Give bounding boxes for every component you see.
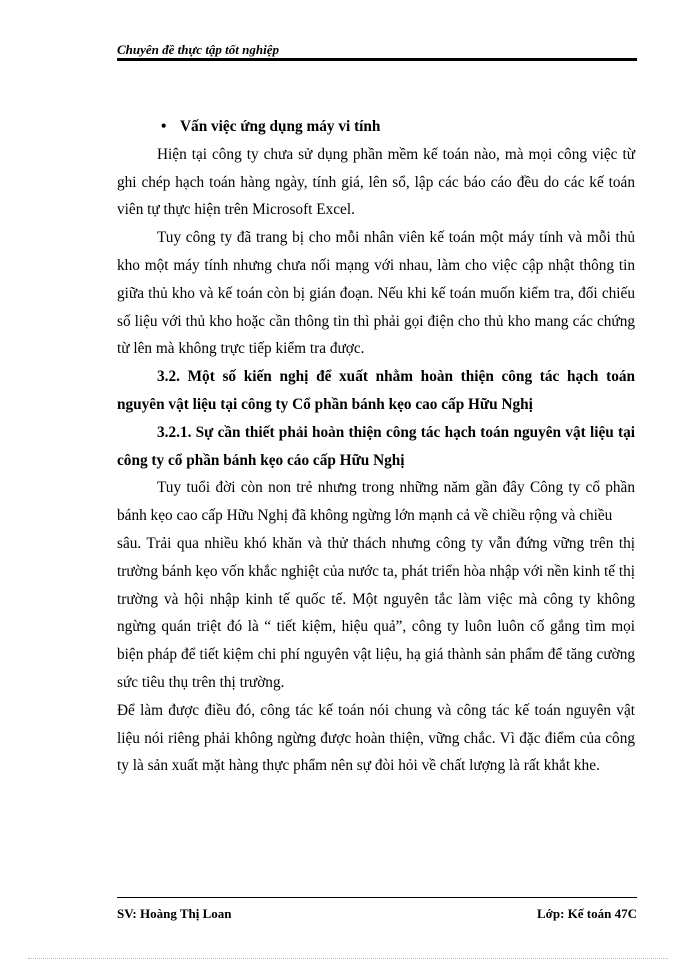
bullet-heading-text: Vấn việc ứng dụng máy vi tính — [180, 118, 381, 135]
paragraph-5: Để làm được điều đó, công tác kế toán nói chung và công tác kế toán nguyên vật liệu nói riêng phải không ngừng được hoàn thiện, vững chắc. Vì đặc điểm của công ty là sản xuất mặt hàng thực phẩm nên sự đòi hỏi về chất lượng là rất khắt khe. — [117, 701, 635, 775]
paragraph-4: sâu. Trải qua nhiều khó khăn và thử thách nhưng công ty vẫn đứng vững trên thị trường bánh kẹo vốn khắc nghiệt của nước ta, phát triển hòa nhập với nền kinh tế thị trường và hội nhập kinh tế quốc tế. Một nguyên tắc làm việc mà công ty không ngừng quán triệt đó là “ tiết kiệm, hiệu quả”, công ty luôn luôn cố gắng tìm mọi biện pháp để tiết kiệm chi phí nguyên vật liệu, hạ giá thành sản phẩm để tăng cường sức tiêu thụ trên thị trường. — [117, 534, 635, 691]
page-header-title: Chuyên đề thực tập tốt nghiệp — [117, 42, 279, 57]
footer-class: Lớp: Kế toán 47C — [536, 906, 637, 921]
section-heading-3-2-1: 3.2.1. Sự cần thiết phải hoàn thiện công tác hạch toán nguyên vật liệu tại công ty cổ phần bánh kẹo cáo cấp Hữu Nghị — [117, 423, 635, 469]
document-body — [117, 113, 635, 780]
section-heading-3-2: 3.2. Một số kiến nghị để xuất nhằm hoàn thiện công tác hạch toán nguyên vật liệu tại công ty Cổ phần bánh kẹo cao cấp Hữu Nghị — [117, 368, 635, 413]
paragraph-2: Tuy công ty đã trang bị cho mỗi nhân viên kế toán một máy tính và mỗi thủ kho một máy tính nhưng chưa nối mạng với nhau, làm cho việc cập nhật thông tin giữa thủ kho và kế toán còn bị gián đoạn. Nếu khi kế toán muốn kiểm tra, đối chiếu số liệu với thủ kho hoặc cần thông tin thì phải gọi điện cho thủ kho mang các chứng từ lên mà không trực tiếp kiểm tra được. — [117, 229, 635, 358]
header-rule — [117, 58, 637, 61]
paragraph-3: Tuy tuổi đời còn non trẻ nhưng trong những năm gần đây Công ty cổ phần bánh kẹo cao cấp Hữu Nghị đã không ngừng lớn mạnh cả về chiều rộng và chiều — [117, 479, 635, 525]
bullet-icon: • — [161, 118, 167, 135]
page-edge — [28, 958, 668, 959]
paragraph-1: Hiện tại công ty chưa sử dụng phần mềm kế toán nào, mà mọi công việc từ ghi chép hạch toán hàng ngày, tính giá, lên sổ, lập các báo cáo đều do các kế toán viên tự thực hiện trên Microsoft Excel. — [117, 145, 635, 219]
footer-rule — [117, 897, 637, 898]
footer-student: SV: Hoàng Thị Loan — [117, 906, 232, 921]
bullet-heading — [117, 113, 635, 141]
